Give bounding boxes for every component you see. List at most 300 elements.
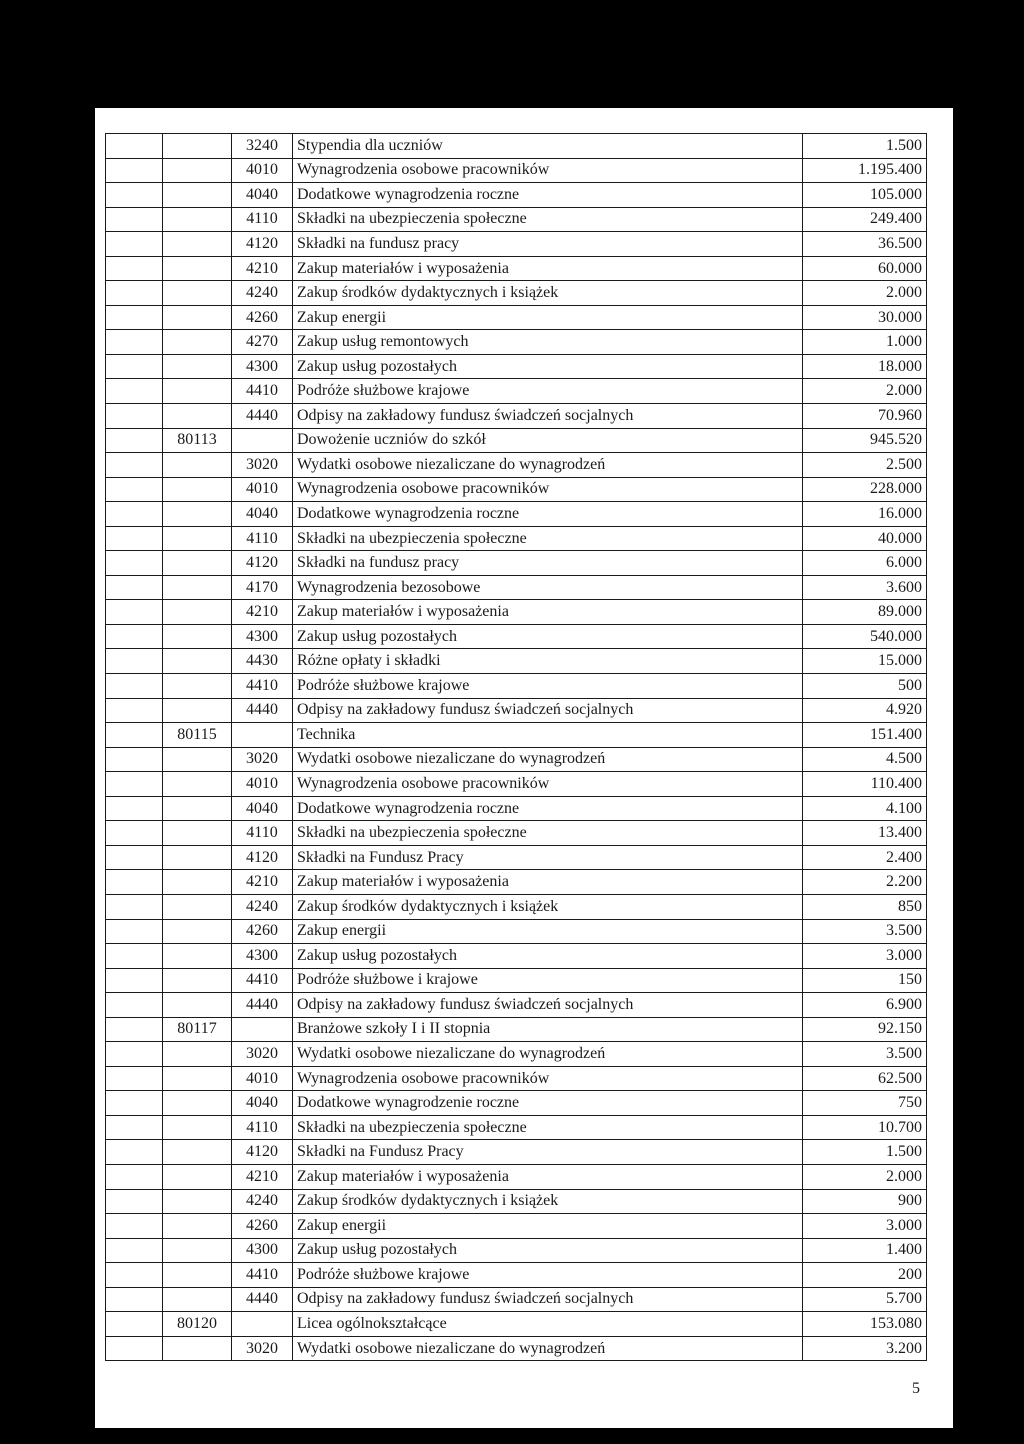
table-row (106, 453, 927, 478)
amount-cell: 62.500 (803, 1066, 927, 1091)
item-name-cell: Zakup środków dydaktycznych i książek (293, 281, 803, 306)
table-row (106, 1312, 927, 1337)
table-row (106, 305, 927, 330)
paragraph-cell: 4440 (232, 698, 293, 723)
paragraph-cell: 4040 (232, 1091, 293, 1116)
table-row (106, 772, 927, 797)
item-name-cell: Dodatkowe wynagrodzenia roczne (293, 796, 803, 821)
division-cell (106, 1017, 163, 1042)
page-number: 5 (912, 1380, 920, 1397)
division-cell (106, 1115, 163, 1140)
paragraph-cell: 4110 (232, 526, 293, 551)
division-cell (106, 575, 163, 600)
chapter-cell (163, 1336, 232, 1361)
budget-table-body (106, 134, 927, 1361)
item-name-cell: Zakup środków dydaktycznych i książek (293, 894, 803, 919)
amount-cell: 5.700 (803, 1287, 927, 1312)
division-cell (106, 944, 163, 969)
item-name-cell: Składki na Fundusz Pracy (293, 1140, 803, 1165)
amount-cell: 1.195.400 (803, 158, 927, 183)
table-row (106, 870, 927, 895)
item-name-cell: Odpisy na zakładowy fundusz świadczeń socjalnych (293, 1287, 803, 1312)
item-name-cell: Różne opłaty i składki (293, 649, 803, 674)
paragraph-cell: 4410 (232, 379, 293, 404)
chapter-cell (163, 1140, 232, 1165)
table-row (106, 330, 927, 355)
amount-cell: 850 (803, 894, 927, 919)
table-row (106, 1091, 927, 1116)
item-name-cell: Odpisy na zakładowy fundusz świadczeń socjalnych (293, 698, 803, 723)
amount-cell: 92.150 (803, 1017, 927, 1042)
paragraph-cell: 4270 (232, 330, 293, 355)
division-cell (106, 993, 163, 1018)
item-name-cell: Składki na ubezpieczenia społeczne (293, 526, 803, 551)
amount-cell: 500 (803, 674, 927, 699)
division-cell (106, 1140, 163, 1165)
table-row (106, 600, 927, 625)
item-name-cell: Odpisy na zakładowy fundusz świadczeń socjalnych (293, 993, 803, 1018)
amount-cell: 6.900 (803, 993, 927, 1018)
division-cell (106, 845, 163, 870)
paragraph-cell: 3020 (232, 1042, 293, 1067)
table-row (106, 649, 927, 674)
paragraph-cell: 3020 (232, 747, 293, 772)
amount-cell: 200 (803, 1263, 927, 1288)
division-cell (106, 551, 163, 576)
chapter-cell (163, 134, 232, 159)
paragraph-cell: 4010 (232, 477, 293, 502)
amount-cell: 3.600 (803, 575, 927, 600)
division-cell (106, 698, 163, 723)
amount-cell: 36.500 (803, 232, 927, 257)
table-row (106, 134, 927, 159)
chapter-cell (163, 379, 232, 404)
paragraph-cell: 4210 (232, 1164, 293, 1189)
table-row (106, 821, 927, 846)
table-row (106, 894, 927, 919)
table-row (106, 723, 927, 748)
amount-cell: 945.520 (803, 428, 927, 453)
chapter-cell (163, 1115, 232, 1140)
chapter-cell (163, 281, 232, 306)
amount-cell: 2.000 (803, 281, 927, 306)
paragraph-cell: 4010 (232, 158, 293, 183)
paragraph-cell: 3240 (232, 134, 293, 159)
chapter-cell (163, 649, 232, 674)
chapter-cell: 80113 (163, 428, 232, 453)
paragraph-cell (232, 1017, 293, 1042)
chapter-cell (163, 207, 232, 232)
amount-cell: 105.000 (803, 183, 927, 208)
chapter-cell (163, 698, 232, 723)
table-row (106, 1066, 927, 1091)
item-name-cell: Zakup energii (293, 919, 803, 944)
item-name-cell: Wynagrodzenia osobowe pracowników (293, 477, 803, 502)
chapter-cell (163, 1042, 232, 1067)
amount-cell: 3.000 (803, 1214, 927, 1239)
amount-cell: 40.000 (803, 526, 927, 551)
paragraph-cell: 4010 (232, 1066, 293, 1091)
division-cell (106, 674, 163, 699)
paragraph-cell: 4110 (232, 821, 293, 846)
chapter-cell (163, 1287, 232, 1312)
paragraph-cell: 4430 (232, 649, 293, 674)
division-cell (106, 526, 163, 551)
amount-cell: 60.000 (803, 256, 927, 281)
amount-cell: 2.200 (803, 870, 927, 895)
division-cell (106, 649, 163, 674)
item-name-cell: Stypendia dla uczniów (293, 134, 803, 159)
item-name-cell: Podróże służbowe i krajowe (293, 968, 803, 993)
table-row (106, 1214, 927, 1239)
table-row (106, 551, 927, 576)
item-name-cell: Zakup materiałów i wyposażenia (293, 1164, 803, 1189)
paragraph-cell: 4170 (232, 575, 293, 600)
paragraph-cell: 4120 (232, 1140, 293, 1165)
table-row (106, 993, 927, 1018)
table-row (106, 747, 927, 772)
item-name-cell: Podróże służbowe krajowe (293, 1263, 803, 1288)
paragraph-cell: 4410 (232, 1263, 293, 1288)
chapter-cell (163, 968, 232, 993)
chapter-cell: 80117 (163, 1017, 232, 1042)
amount-cell: 228.000 (803, 477, 927, 502)
amount-cell: 3.500 (803, 919, 927, 944)
item-name-cell: Dodatkowe wynagrodzenia roczne (293, 502, 803, 527)
chapter-cell (163, 624, 232, 649)
division-cell (106, 1336, 163, 1361)
chapter-cell (163, 772, 232, 797)
item-name-cell: Zakup usług pozostałych (293, 354, 803, 379)
item-name-cell: Dowożenie uczniów do szkół (293, 428, 803, 453)
division-cell (106, 281, 163, 306)
item-name-cell: Zakup energii (293, 1214, 803, 1239)
item-name-cell: Składki na ubezpieczenia społeczne (293, 821, 803, 846)
table-row (106, 845, 927, 870)
division-cell (106, 894, 163, 919)
table-row (106, 1263, 927, 1288)
item-name-cell: Składki na ubezpieczenia społeczne (293, 1115, 803, 1140)
chapter-cell (163, 674, 232, 699)
division-cell (106, 183, 163, 208)
chapter-cell (163, 183, 232, 208)
division-cell (106, 821, 163, 846)
item-name-cell: Składki na fundusz pracy (293, 551, 803, 576)
division-cell (106, 796, 163, 821)
division-cell (106, 1214, 163, 1239)
chapter-cell (163, 894, 232, 919)
division-cell (106, 624, 163, 649)
division-cell (106, 1164, 163, 1189)
table-row (106, 968, 927, 993)
paragraph-cell: 4120 (232, 845, 293, 870)
table-row (106, 404, 927, 429)
amount-cell: 540.000 (803, 624, 927, 649)
table-row (106, 1164, 927, 1189)
table-row (106, 796, 927, 821)
item-name-cell: Zakup środków dydaktycznych i książek (293, 1189, 803, 1214)
amount-cell: 70.960 (803, 404, 927, 429)
item-name-cell: Zakup usług pozostałych (293, 624, 803, 649)
amount-cell: 4.920 (803, 698, 927, 723)
division-cell (106, 747, 163, 772)
paragraph-cell: 4440 (232, 993, 293, 1018)
division-cell (106, 968, 163, 993)
division-cell (106, 772, 163, 797)
table-row (106, 575, 927, 600)
division-cell (106, 232, 163, 257)
chapter-cell (163, 1189, 232, 1214)
chapter-cell (163, 158, 232, 183)
division-cell (106, 379, 163, 404)
chapter-cell (163, 821, 232, 846)
amount-cell: 4.100 (803, 796, 927, 821)
table-row (106, 158, 927, 183)
amount-cell: 16.000 (803, 502, 927, 527)
chapter-cell (163, 526, 232, 551)
amount-cell: 3.500 (803, 1042, 927, 1067)
document-page (95, 108, 953, 1428)
table-row (106, 232, 927, 257)
chapter-cell (163, 551, 232, 576)
division-cell (106, 919, 163, 944)
division-cell (106, 305, 163, 330)
division-cell (106, 477, 163, 502)
paragraph-cell: 3020 (232, 1336, 293, 1361)
division-cell (106, 1042, 163, 1067)
item-name-cell: Zakup energii (293, 305, 803, 330)
paragraph-cell: 4240 (232, 894, 293, 919)
item-name-cell: Zakup materiałów i wyposażenia (293, 600, 803, 625)
chapter-cell (163, 575, 232, 600)
amount-cell: 1.000 (803, 330, 927, 355)
item-name-cell: Technika (293, 723, 803, 748)
amount-cell: 18.000 (803, 354, 927, 379)
division-cell (106, 428, 163, 453)
amount-cell: 249.400 (803, 207, 927, 232)
division-cell (106, 600, 163, 625)
item-name-cell: Zakup usług pozostałych (293, 944, 803, 969)
paragraph-cell: 4120 (232, 551, 293, 576)
division-cell (106, 870, 163, 895)
chapter-cell (163, 305, 232, 330)
division-cell (106, 1287, 163, 1312)
division-cell (106, 134, 163, 159)
chapter-cell (163, 1091, 232, 1116)
table-row (106, 1042, 927, 1067)
table-row (106, 1017, 927, 1042)
chapter-cell (163, 845, 232, 870)
amount-cell: 750 (803, 1091, 927, 1116)
division-cell (106, 502, 163, 527)
paragraph-cell: 4240 (232, 281, 293, 306)
item-name-cell: Wydatki osobowe niezaliczane do wynagrodzeń (293, 1336, 803, 1361)
item-name-cell: Składki na Fundusz Pracy (293, 845, 803, 870)
chapter-cell: 80115 (163, 723, 232, 748)
paragraph-cell: 4410 (232, 674, 293, 699)
paragraph-cell (232, 428, 293, 453)
paragraph-cell: 4440 (232, 404, 293, 429)
amount-cell: 4.500 (803, 747, 927, 772)
chapter-cell (163, 1164, 232, 1189)
paragraph-cell: 4260 (232, 919, 293, 944)
amount-cell: 2.400 (803, 845, 927, 870)
division-cell (106, 1238, 163, 1263)
item-name-cell: Zakup materiałów i wyposażenia (293, 870, 803, 895)
item-name-cell: Wynagrodzenia osobowe pracowników (293, 772, 803, 797)
amount-cell: 151.400 (803, 723, 927, 748)
item-name-cell: Wynagrodzenia osobowe pracowników (293, 158, 803, 183)
division-cell (106, 404, 163, 429)
paragraph-cell: 4040 (232, 502, 293, 527)
paragraph-cell: 4210 (232, 870, 293, 895)
item-name-cell: Wydatki osobowe niezaliczane do wynagrodzeń (293, 1042, 803, 1067)
amount-cell: 1.400 (803, 1238, 927, 1263)
paragraph-cell: 4260 (232, 1214, 293, 1239)
paragraph-cell: 4300 (232, 354, 293, 379)
chapter-cell (163, 1066, 232, 1091)
paragraph-cell: 4300 (232, 944, 293, 969)
chapter-cell (163, 477, 232, 502)
table-row (106, 379, 927, 404)
division-cell (106, 1263, 163, 1288)
division-cell (106, 354, 163, 379)
table-row (106, 281, 927, 306)
table-row (106, 1336, 927, 1361)
paragraph-cell: 4440 (232, 1287, 293, 1312)
chapter-cell (163, 1238, 232, 1263)
amount-cell: 6.000 (803, 551, 927, 576)
item-name-cell: Wydatki osobowe niezaliczane do wynagrodzeń (293, 453, 803, 478)
table-row (106, 1189, 927, 1214)
division-cell (106, 1066, 163, 1091)
item-name-cell: Dodatkowe wynagrodzenie roczne (293, 1091, 803, 1116)
paragraph-cell: 4110 (232, 207, 293, 232)
amount-cell: 3.200 (803, 1336, 927, 1361)
paragraph-cell: 4410 (232, 968, 293, 993)
paragraph-cell (232, 1312, 293, 1337)
chapter-cell (163, 919, 232, 944)
chapter-cell (163, 354, 232, 379)
table-row (106, 1115, 927, 1140)
table-row (106, 1238, 927, 1263)
table-row (106, 674, 927, 699)
item-name-cell: Zakup usług remontowych (293, 330, 803, 355)
paragraph-cell: 4040 (232, 183, 293, 208)
division-cell (106, 453, 163, 478)
paragraph-cell: 4210 (232, 600, 293, 625)
chapter-cell (163, 747, 232, 772)
item-name-cell: Zakup usług pozostałych (293, 1238, 803, 1263)
chapter-cell (163, 796, 232, 821)
chapter-cell (163, 600, 232, 625)
paragraph-cell: 4210 (232, 256, 293, 281)
amount-cell: 10.700 (803, 1115, 927, 1140)
amount-cell: 1.500 (803, 1140, 927, 1165)
amount-cell: 150 (803, 968, 927, 993)
paragraph-cell: 4010 (232, 772, 293, 797)
division-cell (106, 330, 163, 355)
chapter-cell (163, 232, 232, 257)
table-row (106, 183, 927, 208)
item-name-cell: Licea ogólnokształcące (293, 1312, 803, 1337)
division-cell (106, 1312, 163, 1337)
chapter-cell (163, 256, 232, 281)
amount-cell: 2.500 (803, 453, 927, 478)
amount-cell: 15.000 (803, 649, 927, 674)
item-name-cell: Wynagrodzenia bezosobowe (293, 575, 803, 600)
item-name-cell: Podróże służbowe krajowe (293, 379, 803, 404)
paragraph-cell: 4300 (232, 624, 293, 649)
paragraph-cell: 4240 (232, 1189, 293, 1214)
chapter-cell (163, 870, 232, 895)
table-row (106, 1140, 927, 1165)
table-row (106, 207, 927, 232)
table-row (106, 698, 927, 723)
amount-cell: 30.000 (803, 305, 927, 330)
table-row (106, 526, 927, 551)
division-cell (106, 1189, 163, 1214)
table-row (106, 354, 927, 379)
chapter-cell: 80120 (163, 1312, 232, 1337)
table-row (106, 624, 927, 649)
table-row (106, 428, 927, 453)
amount-cell: 2.000 (803, 1164, 927, 1189)
paragraph-cell: 3020 (232, 453, 293, 478)
table-row (106, 256, 927, 281)
division-cell (106, 207, 163, 232)
amount-cell: 110.400 (803, 772, 927, 797)
paragraph-cell (232, 723, 293, 748)
item-name-cell: Wynagrodzenia osobowe pracowników (293, 1066, 803, 1091)
table-row (106, 477, 927, 502)
item-name-cell: Składki na fundusz pracy (293, 232, 803, 257)
amount-cell: 89.000 (803, 600, 927, 625)
chapter-cell (163, 1263, 232, 1288)
table-row (106, 919, 927, 944)
chapter-cell (163, 993, 232, 1018)
chapter-cell (163, 330, 232, 355)
table-row (106, 1287, 927, 1312)
amount-cell: 900 (803, 1189, 927, 1214)
item-name-cell: Branżowe szkoły I i II stopnia (293, 1017, 803, 1042)
table-row (106, 944, 927, 969)
paragraph-cell: 4040 (232, 796, 293, 821)
paragraph-cell: 4300 (232, 1238, 293, 1263)
chapter-cell (163, 502, 232, 527)
item-name-cell: Dodatkowe wynagrodzenia roczne (293, 183, 803, 208)
amount-cell: 153.080 (803, 1312, 927, 1337)
paragraph-cell: 4110 (232, 1115, 293, 1140)
paragraph-cell: 4120 (232, 232, 293, 257)
chapter-cell (163, 1214, 232, 1239)
amount-cell: 1.500 (803, 134, 927, 159)
amount-cell: 3.000 (803, 944, 927, 969)
budget-table (105, 133, 927, 1361)
item-name-cell: Zakup materiałów i wyposażenia (293, 256, 803, 281)
item-name-cell: Podróże służbowe krajowe (293, 674, 803, 699)
amount-cell: 2.000 (803, 379, 927, 404)
division-cell (106, 158, 163, 183)
item-name-cell: Wydatki osobowe niezaliczane do wynagrodzeń (293, 747, 803, 772)
chapter-cell (163, 944, 232, 969)
amount-cell: 13.400 (803, 821, 927, 846)
item-name-cell: Odpisy na zakładowy fundusz świadczeń socjalnych (293, 404, 803, 429)
chapter-cell (163, 453, 232, 478)
chapter-cell (163, 404, 232, 429)
paragraph-cell: 4260 (232, 305, 293, 330)
item-name-cell: Składki na ubezpieczenia społeczne (293, 207, 803, 232)
